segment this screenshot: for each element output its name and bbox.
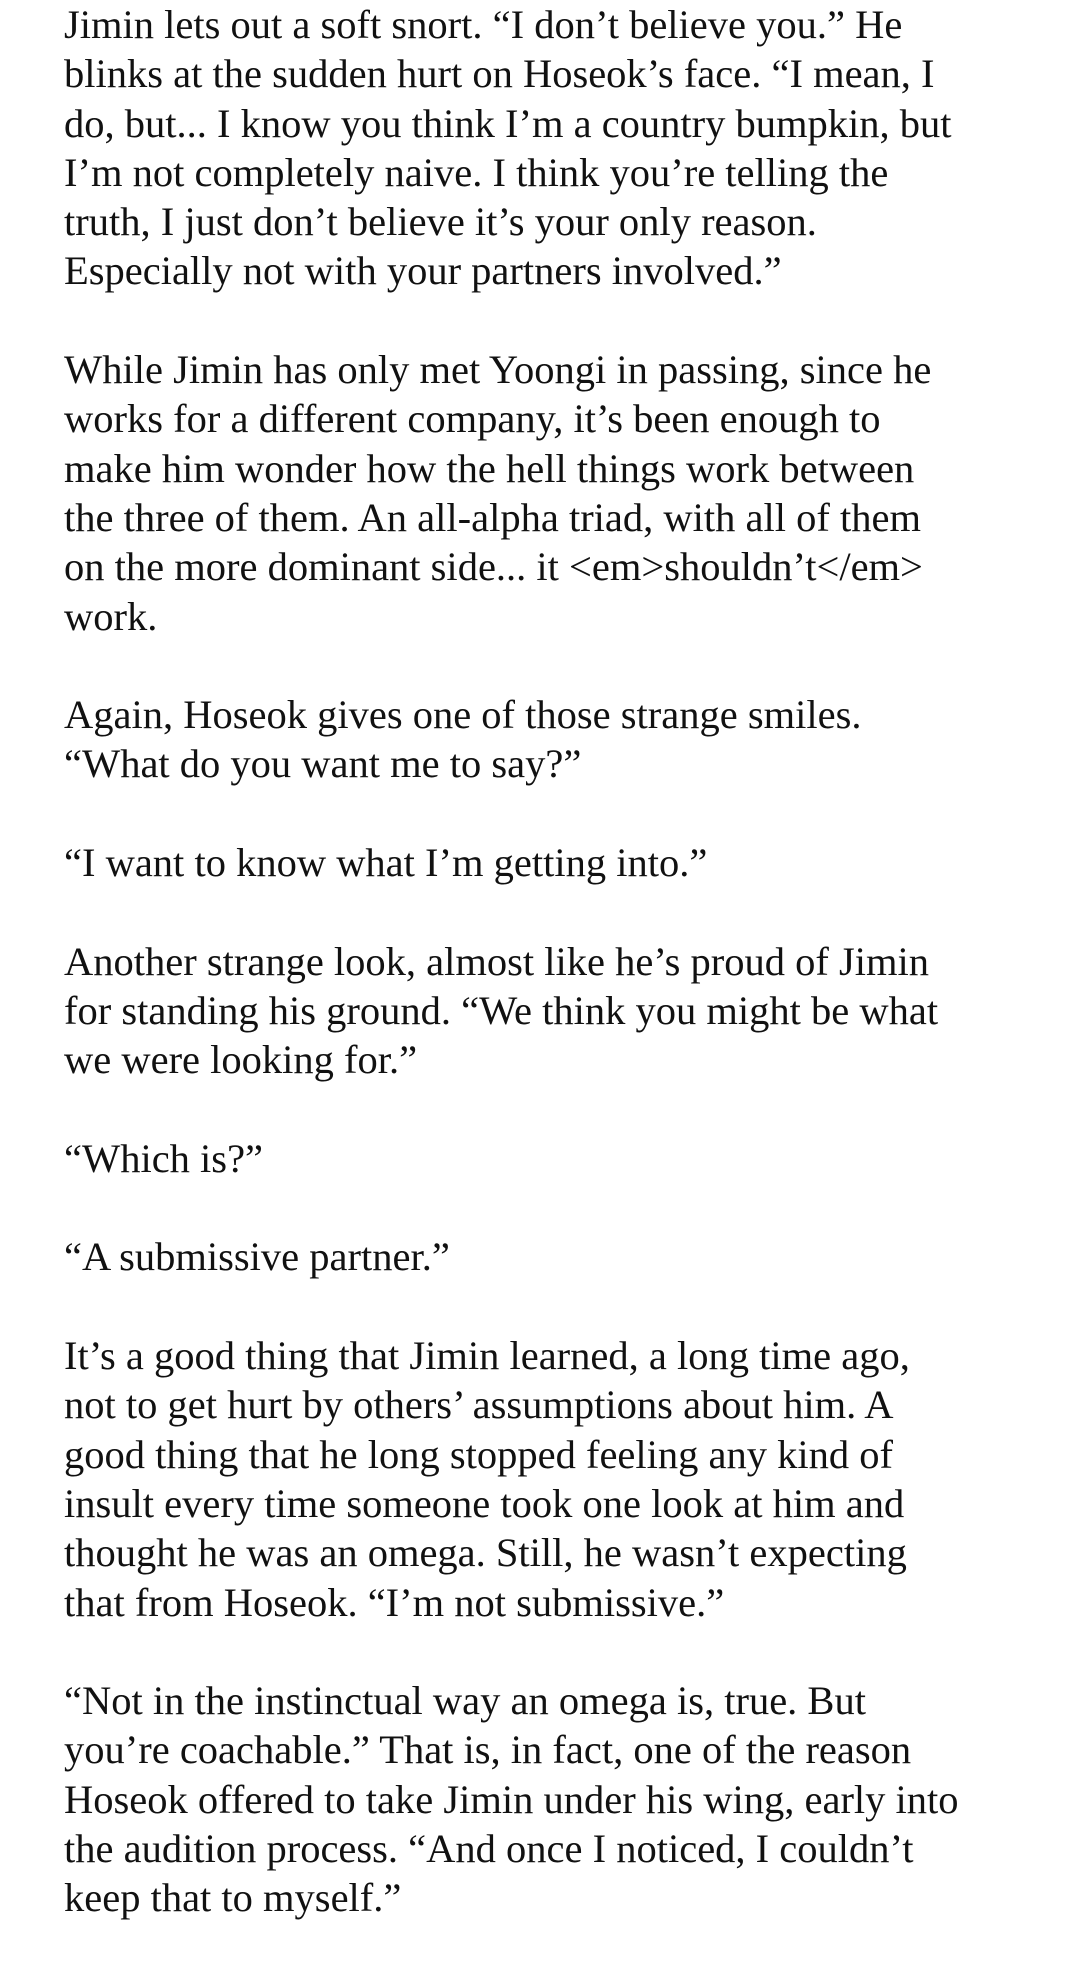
paragraph: “A submissive partner.” — [64, 1234, 450, 1280]
paragraph: While Jimin has only met Yoongi in passing, since he works for a different company, it’s been enough to make him wonder how the hell things work between the three of them. An all-alpha triad, with all of them on the more dominant side... it <em>shouldn’t</em> work. — [64, 347, 932, 639]
paragraph: Jimin lets out a soft snort. “I don’t believe you.” He blinks at the sudden hurt on Hoseok’s face. “I mean, I do, but... I know you think I’m a country bumpkin, but I’m not completely naive. I think you’re telling the truth, I just don’t believe it’s your only reason. Especially not with your partners involved.” — [64, 2, 952, 294]
paragraph: “I want to know what I’m getting into.” — [64, 840, 708, 886]
paragraph: “Not in the instinctual way an omega is, true. But you’re coachable.” That is, in fact, one of the reason Hoseok offered to take Jimin under his wing, early into the audition process. “And once I noticed, I couldn’t keep that to myself.” — [64, 1678, 959, 1921]
paragraph: It’s a good thing that Jimin learned, a long time ago, not to get hurt by others’ assumptions about him. A good thing that he long stopped feeling any kind of insult every time someone took one look at him and thought he was an omega. Still, he wasn’t expecting that from Hoseok. “I’m not submissive.” — [64, 1333, 910, 1625]
paragraph: Again, Hoseok gives one of those strange smiles. “What do you want me to say?” — [64, 692, 862, 787]
story-text — [64, 0, 1044, 1972]
paragraph: “Which is?” — [64, 1135, 264, 1181]
paragraph: Another strange look, almost like he’s proud of Jimin for standing his ground. “We think you might be what we were looking for.” — [64, 938, 939, 1083]
